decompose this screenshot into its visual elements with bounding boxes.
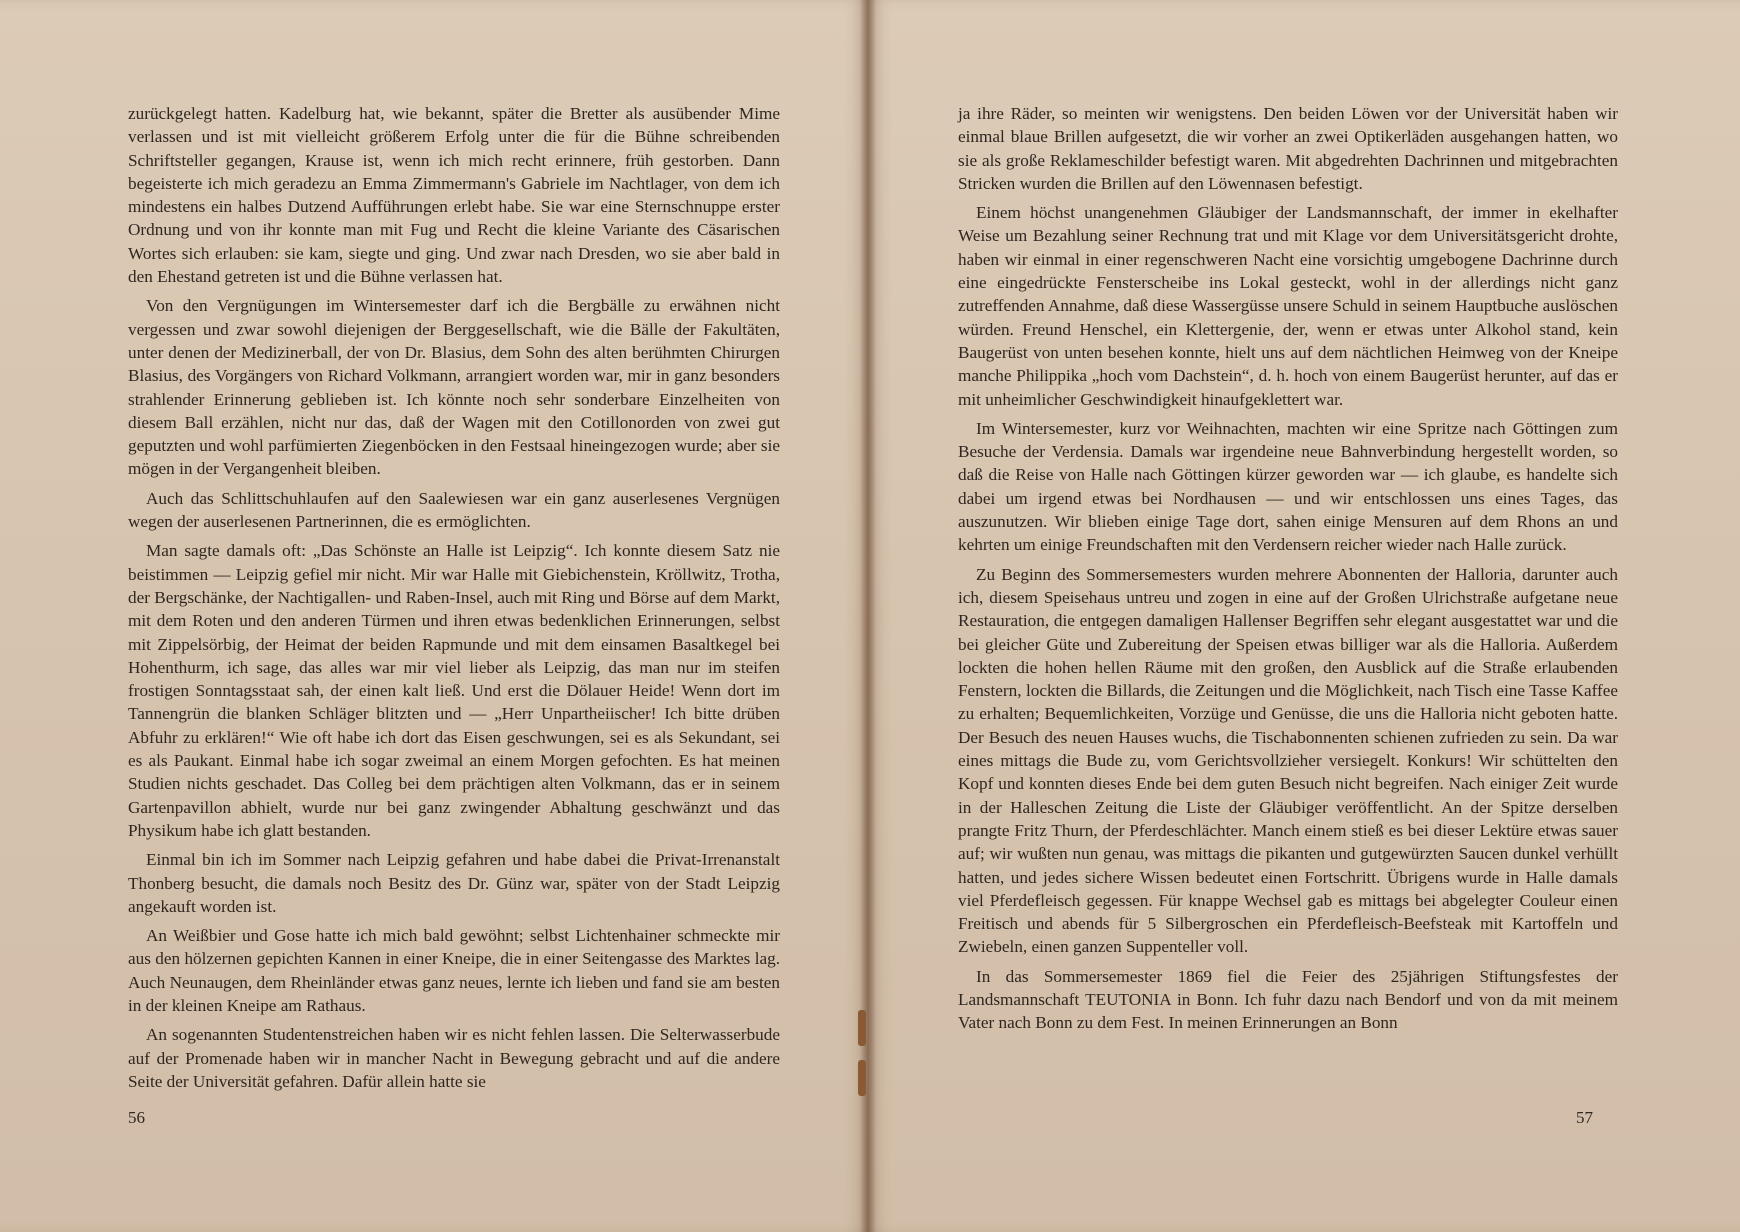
paragraph: Zu Beginn des Sommersemesters wurden mehrere Abonnenten der Halloria, darunter auch ich, diesem Speisehaus untreu und zogen in eine auf der Großen Ulrichstraße aufgetane neue Restauration, die entgegen damaligen Hallenser Begriffen sehr elegant ausgestattet war und die bei gleicher Güte und Zubereitung der Speisen etwas billiger war als die Halloria. Außerdem lockten die hohen hellen Räume mit den großen, den Ausblick auf die Straße erlaubenden Fenstern, lockten die Billards, die Zeitungen und die Möglichkeit, nach Tisch eine Tasse Kaffee zu erhalten; Bequemlichkeiten, Vorzüge und Genüsse, die uns die Halloria nicht geboten hatte. Der Besuch des neuen Hauses wuchs, die Tischabonnenten schienen zufrieden zu sein. Da war eines mittags die Bude zu, vom Gerichtsvollzieher versiegelt. Konkurs! Wir schüttelten den Kopf und konnten dieses Ende bei dem guten Besuch nicht begreifen. Nach einiger Zeit wurde in der Halleschen Zeitung die Liste der Gläubiger veröffentlicht. An der Spitze derselben prangte Fritz Thurn, der Pferdeschlächter. Manch einem stieß es bei dieser Lektüre etwas sauer auf; wir wußten nun genau, was mittags die pikanten und gutgewürzten Saucen dunkel verhüllt hatten, und jedes sichere Wissen bedeutet einen Fortschritt. Übrigens wurde in Halle damals viel Pferdefleisch gegessen. Für knappe Wechsel gab es mittags bei abgelegter Couleur einen Freitisch und abends für 5 Silbergroschen ein Pferdefleisch-Beefsteak mit Kartoffeln und Zwiebeln, einen ganzen Suppenteller voll. — [958, 564, 1618, 957]
book-gutter — [860, 0, 876, 1232]
paragraph: Von den Vergnügungen im Wintersemester darf ich die Bergbälle zu erwähnen nicht vergessen und zwar sowohl diejenigen der Berggesellschaft, wie die Bälle der Fakultäten, unter denen der Medizinerball, der von Dr. Blasius, dem Sohn des alten berühmten Chirurgen Blasius, des Vorgängers von Richard Volkmann, arrangiert worden war, mir in ganz besonders strahlender Erinnerung geblieben ist. Ich könnte noch sehr sonderbare Einzelheiten von diesem Ball erzählen, nicht nur das, daß der Wagen mit den Cotillonorden von zwei gut geputzten und wohl parfümierten Ziegenböcken in den Festsaal hineingezogen wurde; aber sie mögen in der Vergangenheit bleiben. — [128, 296, 780, 479]
paragraph: In das Sommersemester 1869 fiel die Feier des 25jährigen Stiftungsfestes der Landsmannschaft TEUTONIA in Bonn. Ich fuhr dazu nach Bendorf und von da mit meinem Vater nach Bonn zu dem Fest. In meinen Erinnerungen an Bonn — [958, 966, 1618, 1033]
paragraph: Einem höchst unangenehmen Gläubiger der Landsmannschaft, der immer in ekelhafter Weise um Bezahlung seiner Rechnung trat und mit Klage vor dem Universitätsgericht drohte, haben wir einmal in einer regenschweren Nacht eine vorsichtig umgebogene Dachrinne durch eine eingedrückte Fensterscheibe ins Lokal gesteckt, wohl in der allerdings nicht ganz zutreffenden Annahme, daß diese Wassergüsse unsere Schuld in seinem Hauptbuche auslöschen würden. Freund Henschel, ein Klettergenie, der, wenn er etwas unter Alkohol stand, kein Baugerüst von unten besehen konnte, hielt uns auf dem nächtlichen Heimweg von der Kneipe manche Philippika „hoch vom Dachstein“, d. h. hoch von einem Baugerüst herunter, auf das er mit unheimlicher Geschwindigkeit hinaufgeklettert war. — [958, 203, 1618, 409]
paragraph: An Weißbier und Gose hatte ich mich bald gewöhnt; selbst Lichtenhainer schmeckte mir aus den hölzernen gepichten Kannen in einer Kneipe, die in einer Seitengasse des Marktes lag. Auch Neunaugen, dem Rheinländer etwas ganz neues, lernte ich lieben und fand sie am besten in der kleinen Kneipe am Rathaus. — [128, 926, 780, 1015]
staple — [858, 1010, 866, 1046]
paragraph: Auch das Schlittschuhlaufen auf den Saalewiesen war ein ganz auserlesenes Vergnügen wegen der auserlesenen Partnerinnen, die es ermöglichten. — [128, 488, 780, 532]
left-page — [0, 0, 868, 1232]
page-number-right: 57 — [1576, 1108, 1593, 1127]
paragraph: An sogenannten Studentenstreichen haben wir es nicht fehlen lassen. Die Selterwasserbude auf der Promenade haben wir in mancher Nacht in Bewegung gebracht und auf die andere Seite der Universität gefahren. Dafür allein hatte sie — [128, 1025, 780, 1091]
staple — [858, 1060, 866, 1096]
paragraph: ja ihre Räder, so meinten wir wenigstens. Den beiden Löwen vor der Universität haben wir einmal blaue Brillen aufgesetzt, die wir vorher an zwei Optikerläden ausgehangen hatten, wo sie als große Reklameschilder befestigt waren. Mit abgedrehten Dachrinnen und mitgebrachten Stricken wurden die Brillen auf den Löwennasen befestigt. — [958, 104, 1618, 193]
paragraph: Einmal bin ich im Sommer nach Leipzig gefahren und habe dabei die Privat-Irrenanstalt Thonberg besucht, die damals noch Besitz des Dr. Günz war, später von der Stadt Leipzig angekauft worden ist. — [128, 850, 780, 916]
paragraph: Man sagte damals oft: „Das Schönste an Halle ist Leipzig“. Ich konnte diesem Satz nie beistimmen — Leipzig gefiel mir nicht. Mir war Halle mit Giebichenstein, Kröllwitz, Trotha, der Bergschänke, der Nachtigallen- und Raben-Insel, auch mit Ring und Börse auf dem Markt, mit dem Roten und den anderen Türmen und ihren etwas bedenklichen Erinnerungen, selbst mit Zippelsörbig, der Heimat der beiden Rapmunde und mit dem einsamen Basaltkegel bei Hohenthurm, ich sage, das alles war mir viel lieber als Leipzig, das man nur im steifen frostigen Sonntagsstaat sah, der einen kalt ließ. Und erst die Dölauer Heide! Wenn dort im Tannengrün die blanken Schläger blitzten und — „Herr Unpartheiischer! Ich bitte drüben Abfuhr zu erklären!“ Wie oft habe ich dort das Eisen geschwungen, sei es als Sekundant, sei es als Paukant. Einmal habe ich sogar zweimal an einem Morgen gefochten. Es hat meinen Studien nichts geschadet. Das Colleg bei dem prächtigen alten Volkmann, das er in seinem Gartenpavillon abhielt, wurde nur bei ganz zwingender Abhaltung geschwänzt und das Physikum habe ich glatt bestanden. — [128, 541, 780, 840]
paragraph: Im Wintersemester, kurz vor Weihnachten, machten wir eine Spritze nach Göttingen zum Besuche der Verdensia. Damals war irgendeine neue Bahnverbindung hergestellt worden, so daß die Reise von Halle nach Göttingen kürzer geworden war — ich glaube, es handelte sich dabei um irgend etwas bei Nordhausen — und wir entschlossen uns eines Tages, das auszunutzen. Wir blieben einige Tage dort, sahen einige Mensuren auf dem Rhons an und kehrten um einige Freundschaften mit den Verdensern reicher wieder nach Halle zurück. — [958, 418, 1618, 555]
right-page-text — [958, 102, 1618, 1041]
left-page-text — [128, 102, 780, 1099]
page-number-left: 56 — [128, 1108, 145, 1127]
paragraph: zurückgelegt hatten. Kadelburg hat, wie bekannt, später die Bretter als ausübender Mime verlassen und ist mit vielleicht größerem Erfolg unter die für die Bühne schreibenden Schriftsteller gegangen, Krause ist, wenn ich mich recht erinnere, früh gestorben. Dann begeisterte ich mich geradezu an Emma Zimmermann's Gabriele im Nachtlager, von dem ich mindestens ein halbes Dutzend Aufführungen erlebt habe. Sie war eine Sternschnuppe erster Ordnung und von ihr konnte man mit Fug und Recht die kleine Variante des Cäsarischen Wortes sich erlauben: sie kam, siegte und ging. Und zwar nach Dresden, wo sie aber bald in den Ehestand getreten ist und die Bühne verlassen hat. — [128, 104, 780, 287]
right-page — [868, 0, 1740, 1232]
